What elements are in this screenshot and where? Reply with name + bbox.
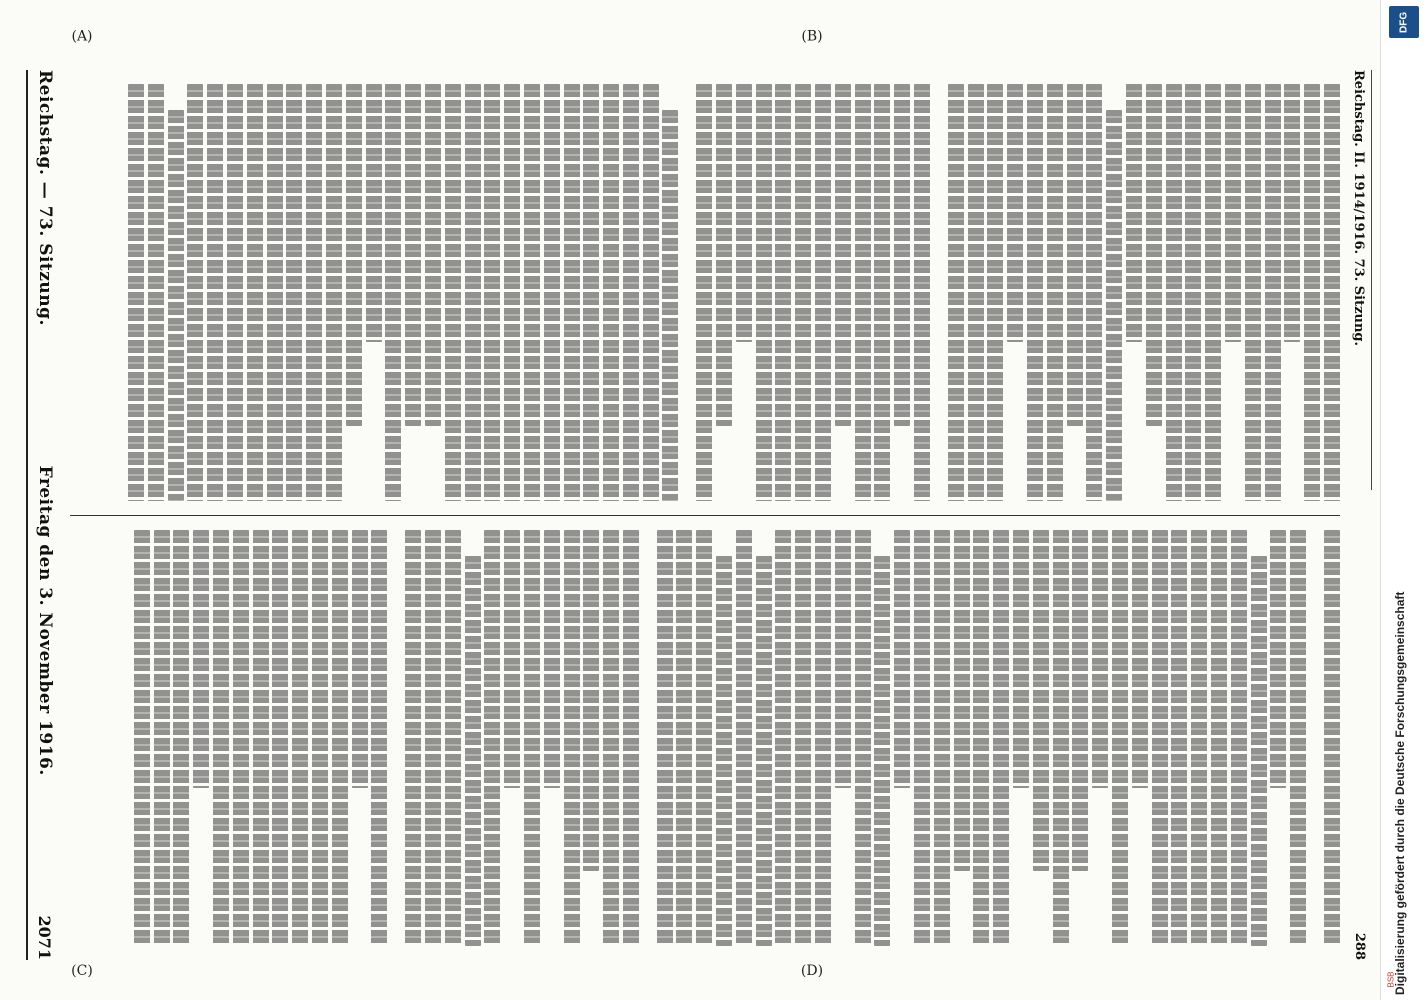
header-date: Freitag den 3. November 1916. [35,465,55,776]
text-line [1072,530,1088,872]
margin-letter-a: (A) [71,28,93,45]
text-line [914,530,930,947]
text-line [736,530,752,947]
text-line [795,530,811,947]
text-line [564,530,580,947]
text-line [154,530,170,947]
text-line [445,84,461,501]
text-line [775,530,791,947]
text-line [346,84,362,426]
text-line [1265,84,1281,501]
text-line [371,530,387,947]
text-line [193,530,209,788]
sheet-number: 288 [1352,932,1368,960]
text-line [1007,84,1023,342]
text-line [1171,530,1187,947]
text-line [267,84,283,501]
text-line [716,556,732,947]
paragraph-gap [930,84,944,501]
margin-letter-c: (C) [71,962,93,979]
text-line [855,530,871,947]
text-line [1013,530,1029,788]
text-line [696,84,712,501]
text-line [292,530,308,947]
text-line [987,84,1003,501]
text-line [1132,530,1148,788]
text-column-left [70,70,1340,515]
text-line [213,530,229,947]
text-line [425,84,441,426]
text-line [1053,530,1069,947]
bsb-mark: BSB [1386,971,1396,988]
text-line [148,84,164,501]
text-line [1106,110,1122,501]
paragraph-gap [1306,530,1320,947]
text-line [914,84,930,501]
text-line [993,530,1009,947]
text-line [583,84,599,501]
text-line [1324,84,1340,501]
text-line [1152,530,1168,947]
paragraph-gap [679,84,693,501]
digitization-strip [1380,0,1427,1000]
text-line [815,530,831,947]
text-line [405,84,421,426]
text-line [835,84,851,426]
text-line [312,530,328,947]
text-line [332,530,348,947]
text-line [366,84,382,342]
text-line [504,530,520,788]
text-line [894,84,910,426]
text-line [1290,530,1306,947]
text-line [855,84,871,501]
text-line [1251,556,1267,947]
text-line [524,84,540,501]
text-line [247,84,263,501]
text-line [524,530,540,947]
dfg-logo-icon: DFG [1389,6,1419,38]
text-line [1205,84,1221,501]
text-line [385,84,401,501]
paragraph-gap [387,530,401,947]
text-line [663,110,679,501]
text-line [484,530,500,947]
text-line [173,530,189,947]
text-line [835,530,851,788]
text-line [775,84,791,501]
text-line [445,530,461,947]
text-line [504,84,520,501]
text-line [405,530,421,947]
text-line [948,84,964,501]
text-line [306,84,322,501]
digitization-notice: Digitalisierung gefördert durch die Deutsche Forschungsgemeinschaft [1393,591,1407,995]
text-line [973,530,989,947]
text-line [1304,84,1320,501]
text-line [815,84,831,501]
margin-letter-b: (B) [801,28,823,45]
text-line [1225,84,1241,342]
text-line [603,530,619,947]
text-line [544,84,560,501]
margin-letter-d: (D) [800,963,824,980]
text-line [1191,530,1207,947]
text-line [756,556,772,947]
text-line [716,84,732,426]
text-line [623,530,639,947]
text-line [544,530,560,788]
text-line [1270,530,1286,788]
text-line [425,530,441,947]
text-line [1126,84,1142,342]
text-line [934,530,950,947]
text-line [286,84,302,501]
text-column-right [70,515,1340,961]
text-line [603,84,619,501]
text-line [657,530,673,947]
text-line [1284,84,1300,342]
text-line [894,530,910,788]
text-line [1047,84,1063,501]
page-number: 2071 [35,915,55,960]
text-line [1324,530,1340,947]
text-line [583,530,599,872]
header-left: Reichstag. — 73. Sitzung. [35,70,55,326]
text-line [1185,84,1201,501]
page-footer: Reichstag. II. 1914/1916. 73. Sitzung. [1347,70,1372,490]
text-line [696,530,712,947]
text-line [756,84,772,501]
text-line [677,530,693,947]
paragraph-gap [639,530,653,947]
text-line [795,84,811,501]
text-line [352,530,368,788]
page-header [26,70,62,960]
text-line [968,84,984,501]
text-line [134,530,150,947]
text-line [1231,530,1247,947]
text-line [874,556,890,947]
text-line [623,84,639,501]
text-line [564,84,580,501]
text-line [465,556,481,947]
text-line [207,84,223,501]
text-line [227,84,243,501]
text-line [954,530,970,872]
text-line [1033,530,1049,872]
text-line [1112,530,1128,947]
text-line [187,84,203,501]
text-line [643,84,659,501]
text-line [326,84,342,501]
text-line [1146,84,1162,426]
text-line [1092,530,1108,788]
text-line [736,84,752,342]
text-line [1211,530,1227,947]
text-line [253,530,269,947]
text-line [465,84,481,501]
text-line [168,110,184,501]
text-line [233,530,249,947]
text-line [1086,84,1102,501]
text-line [1245,84,1261,501]
text-line [272,530,288,947]
text-columns [70,70,1340,960]
text-line [874,84,890,501]
text-line [1067,84,1083,426]
text-line [484,84,500,501]
text-line [1166,84,1182,501]
text-line [1027,84,1043,501]
text-line [128,84,144,501]
